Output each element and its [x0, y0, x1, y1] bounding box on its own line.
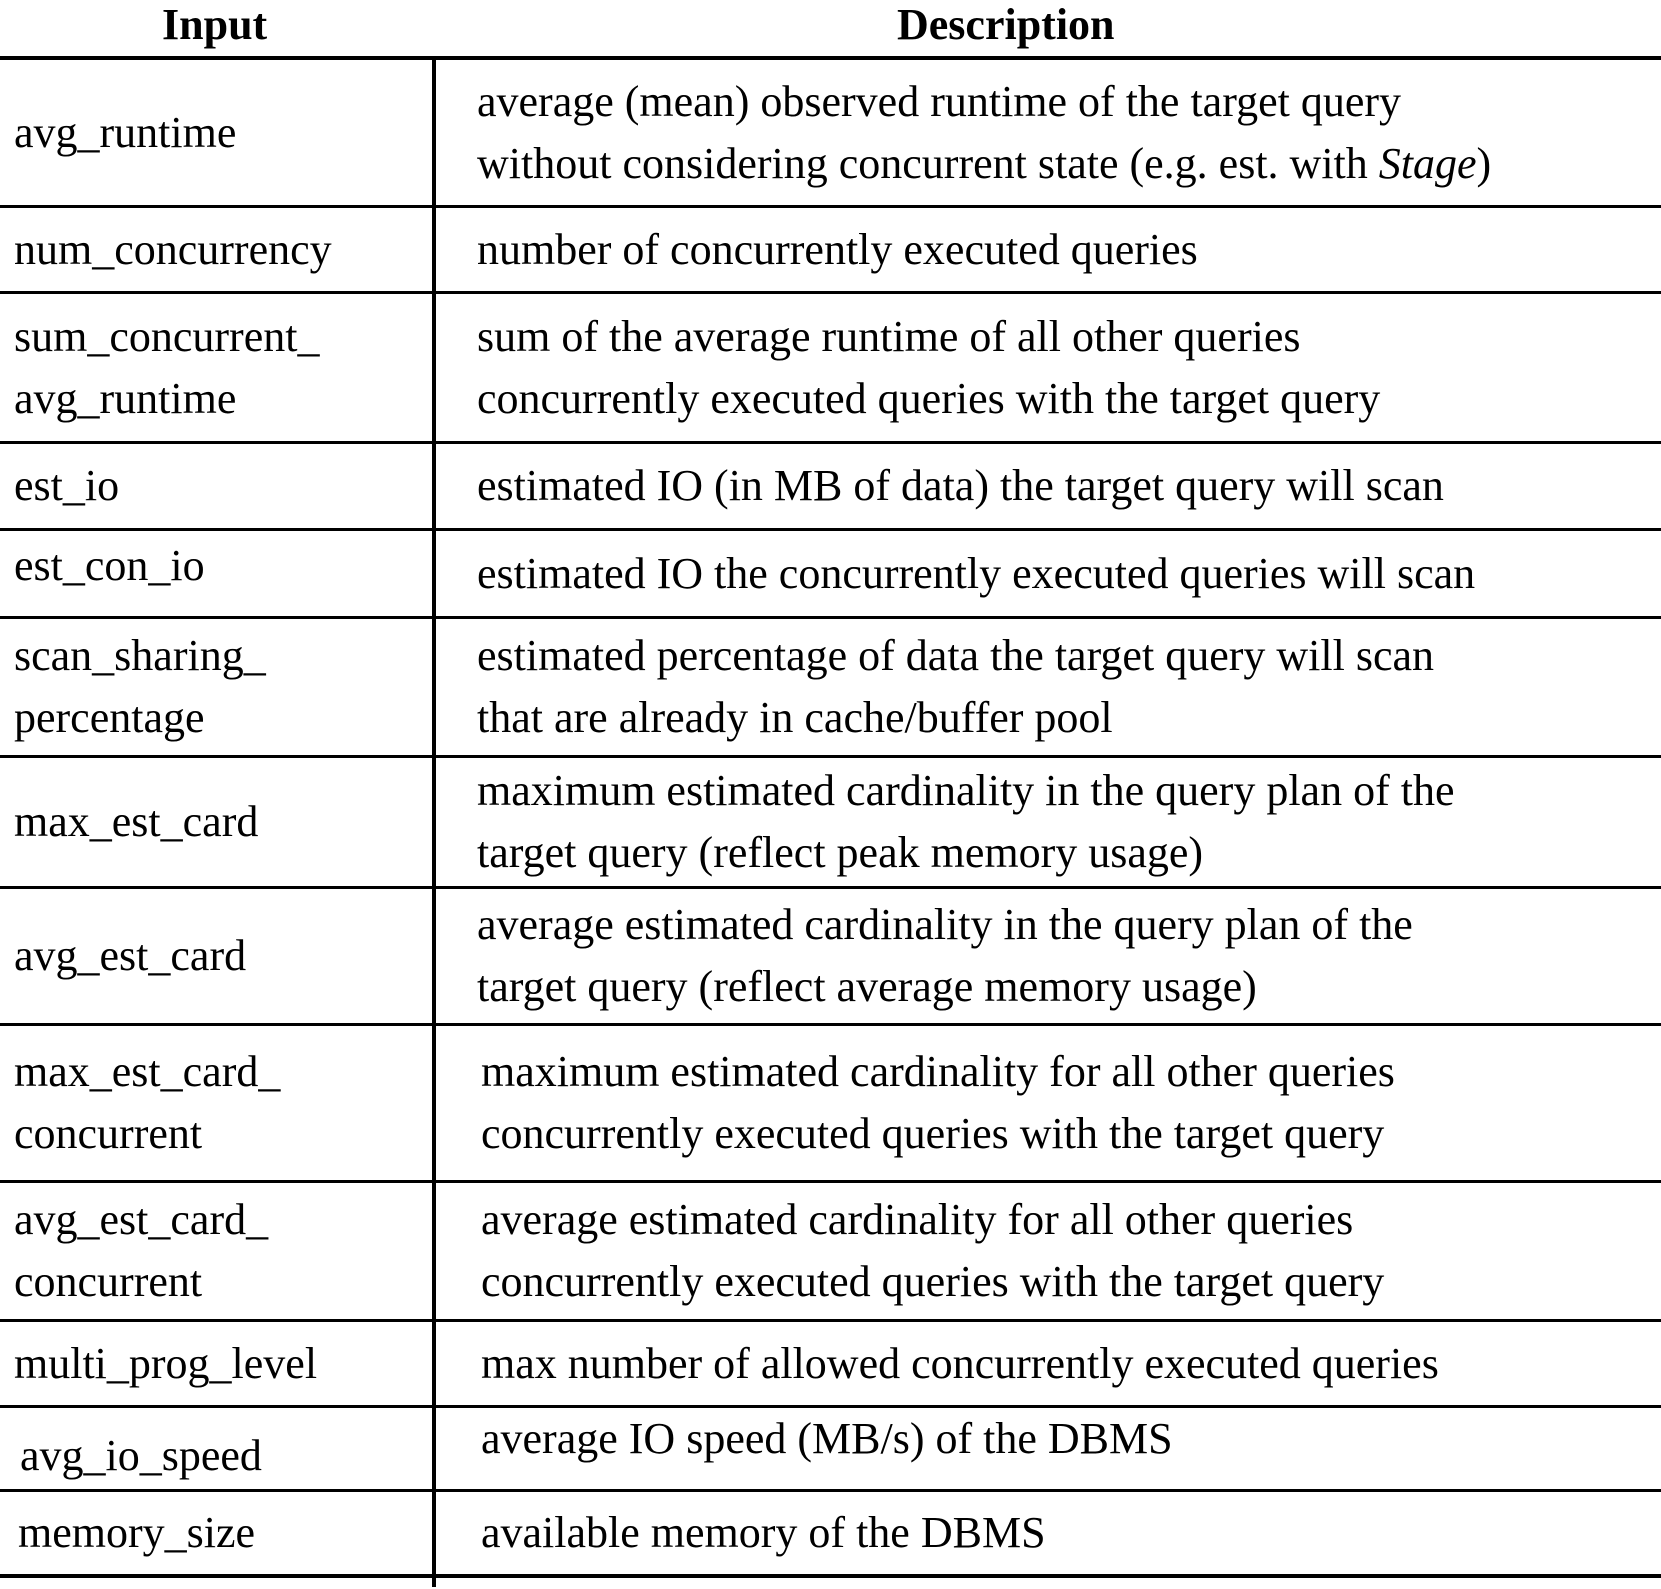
table-row — [0, 889, 1661, 1026]
description-cell — [481, 1322, 1661, 1405]
header-input: Input — [162, 0, 268, 49]
input-name: concurrent — [14, 1257, 203, 1306]
description-cell — [477, 444, 1657, 528]
input-cell — [14, 1183, 424, 1319]
description-cell — [477, 889, 1657, 1023]
table-row — [0, 1183, 1661, 1322]
table-row — [0, 1408, 1661, 1492]
input-cell — [14, 60, 424, 205]
description-line: target query (reflect peak memory usage) — [477, 828, 1204, 877]
description-cell — [477, 60, 1657, 205]
description-line: average IO speed (MB/s) of the DBMS — [481, 1414, 1173, 1463]
column-divider — [432, 60, 436, 1587]
description-line: sum of the average runtime of all other queries — [477, 311, 1301, 361]
header-description: Description — [897, 0, 1115, 49]
input-cell — [14, 758, 424, 886]
input-name: concurrent — [14, 1109, 203, 1158]
input-cell — [20, 1408, 430, 1489]
description-line: number of concurrently executed queries — [477, 224, 1198, 274]
description-line — [477, 133, 1657, 195]
description-line: max number of allowed concurrently executed queries — [481, 1338, 1439, 1388]
description-line: average estimated cardinality in the query plan of the — [477, 900, 1413, 949]
input-name: est_io — [14, 461, 120, 510]
input-cell — [14, 531, 424, 616]
input-cell — [14, 1026, 424, 1180]
description-cell — [481, 1492, 1661, 1574]
input-name: avg_io_speed — [20, 1431, 262, 1480]
input-name: avg_est_card_ — [14, 1195, 269, 1244]
table-row — [0, 1322, 1661, 1408]
description-cell — [477, 208, 1657, 291]
input-cell — [14, 208, 424, 291]
table-row — [0, 758, 1661, 889]
input-cell — [14, 1322, 424, 1405]
description-line: maximum estimated cardinality in the query plan of the — [477, 766, 1455, 815]
input-name: max_est_card_ — [14, 1047, 281, 1096]
input-name: num_concurrency — [14, 224, 332, 274]
input-cell — [14, 294, 424, 441]
input-name: memory_size — [18, 1508, 256, 1557]
table-row — [0, 60, 1661, 208]
description-text: ) — [1476, 138, 1492, 188]
description-cell — [477, 531, 1657, 616]
description-line: maximum estimated cardinality for all other queries — [481, 1047, 1395, 1096]
input-name: max_est_card — [14, 797, 259, 846]
table-header — [0, 0, 1661, 60]
description-line: concurrently executed queries with the target query — [477, 373, 1381, 423]
description-cell — [477, 758, 1657, 886]
table-row — [0, 1492, 1661, 1578]
description-line: available memory of the DBMS — [481, 1508, 1046, 1557]
description-line: estimated percentage of data the target query will scan — [477, 631, 1434, 680]
description-line: that are already in cache/buffer pool — [477, 693, 1113, 742]
description-line: estimated IO the concurrently executed queries will scan — [477, 548, 1476, 598]
input-name: percentage — [14, 693, 205, 742]
input-name: sum_concurrent_ — [14, 311, 320, 361]
description-italic: Stage — [1378, 138, 1477, 188]
input-name: avg_runtime — [14, 107, 237, 157]
description-line: target query (reflect average memory usage) — [477, 962, 1257, 1011]
table-row — [0, 294, 1661, 444]
input-cell — [18, 1492, 428, 1574]
table-row — [0, 531, 1661, 619]
description-cell — [481, 1183, 1661, 1319]
description-cell — [477, 619, 1657, 755]
table-body — [0, 60, 1661, 1578]
input-cell — [14, 619, 424, 755]
description-line: estimated IO (in MB of data) the target query will scan — [477, 461, 1444, 510]
description-line: average estimated cardinality for all other queries — [481, 1195, 1354, 1244]
description-cell — [481, 1408, 1661, 1489]
table-row — [0, 444, 1661, 531]
input-name: avg_runtime — [14, 373, 237, 423]
description-line: concurrently executed queries with the target query — [481, 1109, 1385, 1158]
description-line: average (mean) observed runtime of the target query — [477, 76, 1401, 126]
input-cell — [14, 889, 424, 1023]
description-text: without considering concurrent state (e.g. est. with — [477, 138, 1379, 188]
description-line: concurrently executed queries with the target query — [481, 1257, 1385, 1306]
input-name: avg_est_card — [14, 931, 247, 980]
input-cell — [14, 444, 424, 528]
input-name: scan_sharing_ — [14, 631, 266, 680]
table-row — [0, 619, 1661, 758]
table-row — [0, 208, 1661, 294]
table-row — [0, 1026, 1661, 1183]
description-cell — [481, 1026, 1661, 1180]
description-cell — [477, 294, 1657, 441]
input-name: est_con_io — [14, 541, 205, 590]
input-name: multi_prog_level — [14, 1338, 318, 1388]
